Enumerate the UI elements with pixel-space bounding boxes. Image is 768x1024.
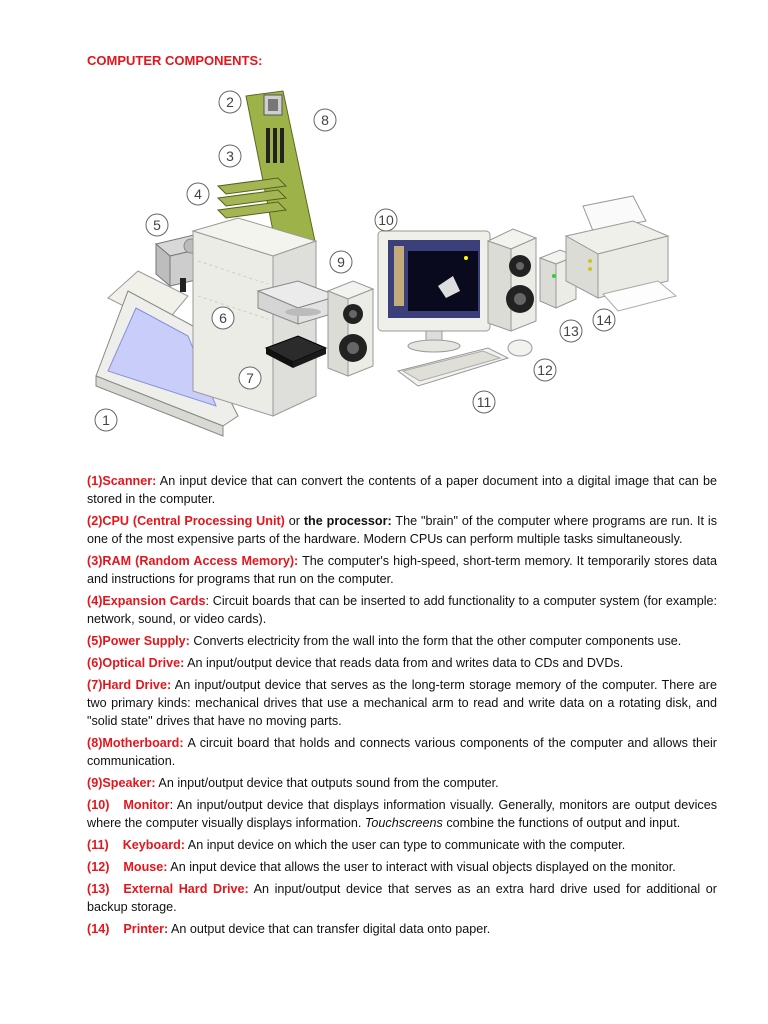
- svg-text:5: 5: [153, 217, 161, 233]
- component-definitions: [87, 472, 717, 942]
- callout-14: [593, 309, 615, 331]
- svg-text:8: 8: [321, 112, 329, 128]
- callout-7: [239, 367, 261, 389]
- definition-speaker: (9)Speaker: An input/output device that outputs sound from the computer.: [87, 776, 499, 790]
- callout-13: [560, 320, 582, 342]
- definition-keyboard: (11) Keyboard: An input device on which the user can type to communicate with the computer.: [87, 838, 626, 852]
- definition-cpu: (2)CPU (Central Processing Unit) or the processor: The "brain" of the computer where programs are run. It is one of the most expensive parts of the hardware. Modern CPUs can perform multiple tasks simultaneously.: [87, 514, 718, 546]
- svg-text:4: 4: [194, 186, 202, 202]
- definition-external-hard-drive: (13) External Hard Drive: An input/output device that serves as an extra hard drive used for additional or backup storage.: [87, 882, 717, 914]
- definition-ram: (3)RAM (Random Access Memory): The computer's high-speed, short-term memory. It temporarily stores data and instructions for programs that run on the computer.: [87, 554, 717, 586]
- callout-1: [95, 409, 117, 431]
- mouse-illustration: [508, 340, 532, 356]
- keyboard-illustration: [398, 348, 508, 386]
- computer-components-diagram: [88, 86, 678, 452]
- definition-power-supply: (5)Power Supply: Converts electricity from the wall into the form that the other computer components use.: [87, 634, 682, 648]
- svg-text:11: 11: [476, 394, 492, 410]
- svg-text:10: 10: [378, 212, 394, 228]
- definition-monitor: (10) Monitor: An input/output device that displays information visually. Generally, monitors are output devices where the computer visually displays information. Touchscreens combine the functions of output and input.: [87, 798, 717, 830]
- svg-text:6: 6: [219, 310, 227, 326]
- svg-text:13: 13: [563, 323, 579, 339]
- callout-4: [187, 183, 209, 205]
- svg-text:3: 3: [226, 148, 234, 164]
- definition-scanner: (1)Scanner: An input device that can convert the contents of a paper document into a digital image that can be stored in the computer.: [87, 474, 717, 506]
- callout-2: [219, 91, 241, 113]
- definition-hard-drive: (7)Hard Drive: An input/output device that serves as the long-term storage memory of the computer. There are two primary kinds: mechanical drives that use a mechanical arm to read and write data on a rotating disk, and "solid state" drives that have no moving parts.: [87, 678, 717, 728]
- callout-12: [534, 359, 556, 381]
- callout-3: [219, 145, 241, 167]
- svg-text:14: 14: [596, 312, 612, 328]
- definition-printer: (14) Printer: An output device that can transfer digital data onto paper.: [87, 922, 491, 936]
- callout-6: [212, 307, 234, 329]
- callout-10: [375, 209, 397, 231]
- monitor-illustration: [378, 231, 490, 352]
- definition-mouse: (12) Mouse: An input device that allows the user to interact with visual objects displayed on the monitor.: [87, 860, 676, 874]
- definition-expansion-cards: (4)Expansion Cards: Circuit boards that can be inserted to add functionality to a computer system (for example: network, sound, or video cards).: [87, 594, 717, 626]
- callout-11: [473, 391, 495, 413]
- definition-motherboard: (8)Motherboard: A circuit board that holds and connects various components of the computer and allows their communication.: [87, 736, 717, 768]
- svg-text:12: 12: [537, 362, 553, 378]
- printer-illustration: [566, 196, 676, 311]
- speaker-left-illustration: [328, 281, 373, 376]
- svg-text:1: 1: [102, 412, 110, 428]
- svg-text:9: 9: [337, 254, 345, 270]
- svg-text:7: 7: [246, 370, 254, 386]
- callout-8: [314, 109, 336, 131]
- speaker-right-illustration: [488, 229, 536, 331]
- callout-9: [330, 251, 352, 273]
- callout-5: [146, 214, 168, 236]
- page-title: COMPUTER COMPONENTS:: [87, 53, 263, 68]
- svg-text:2: 2: [226, 94, 234, 110]
- definition-optical-drive: (6)Optical Drive: An input/output device that reads data from and writes data to CDs and DVDs.: [87, 656, 624, 670]
